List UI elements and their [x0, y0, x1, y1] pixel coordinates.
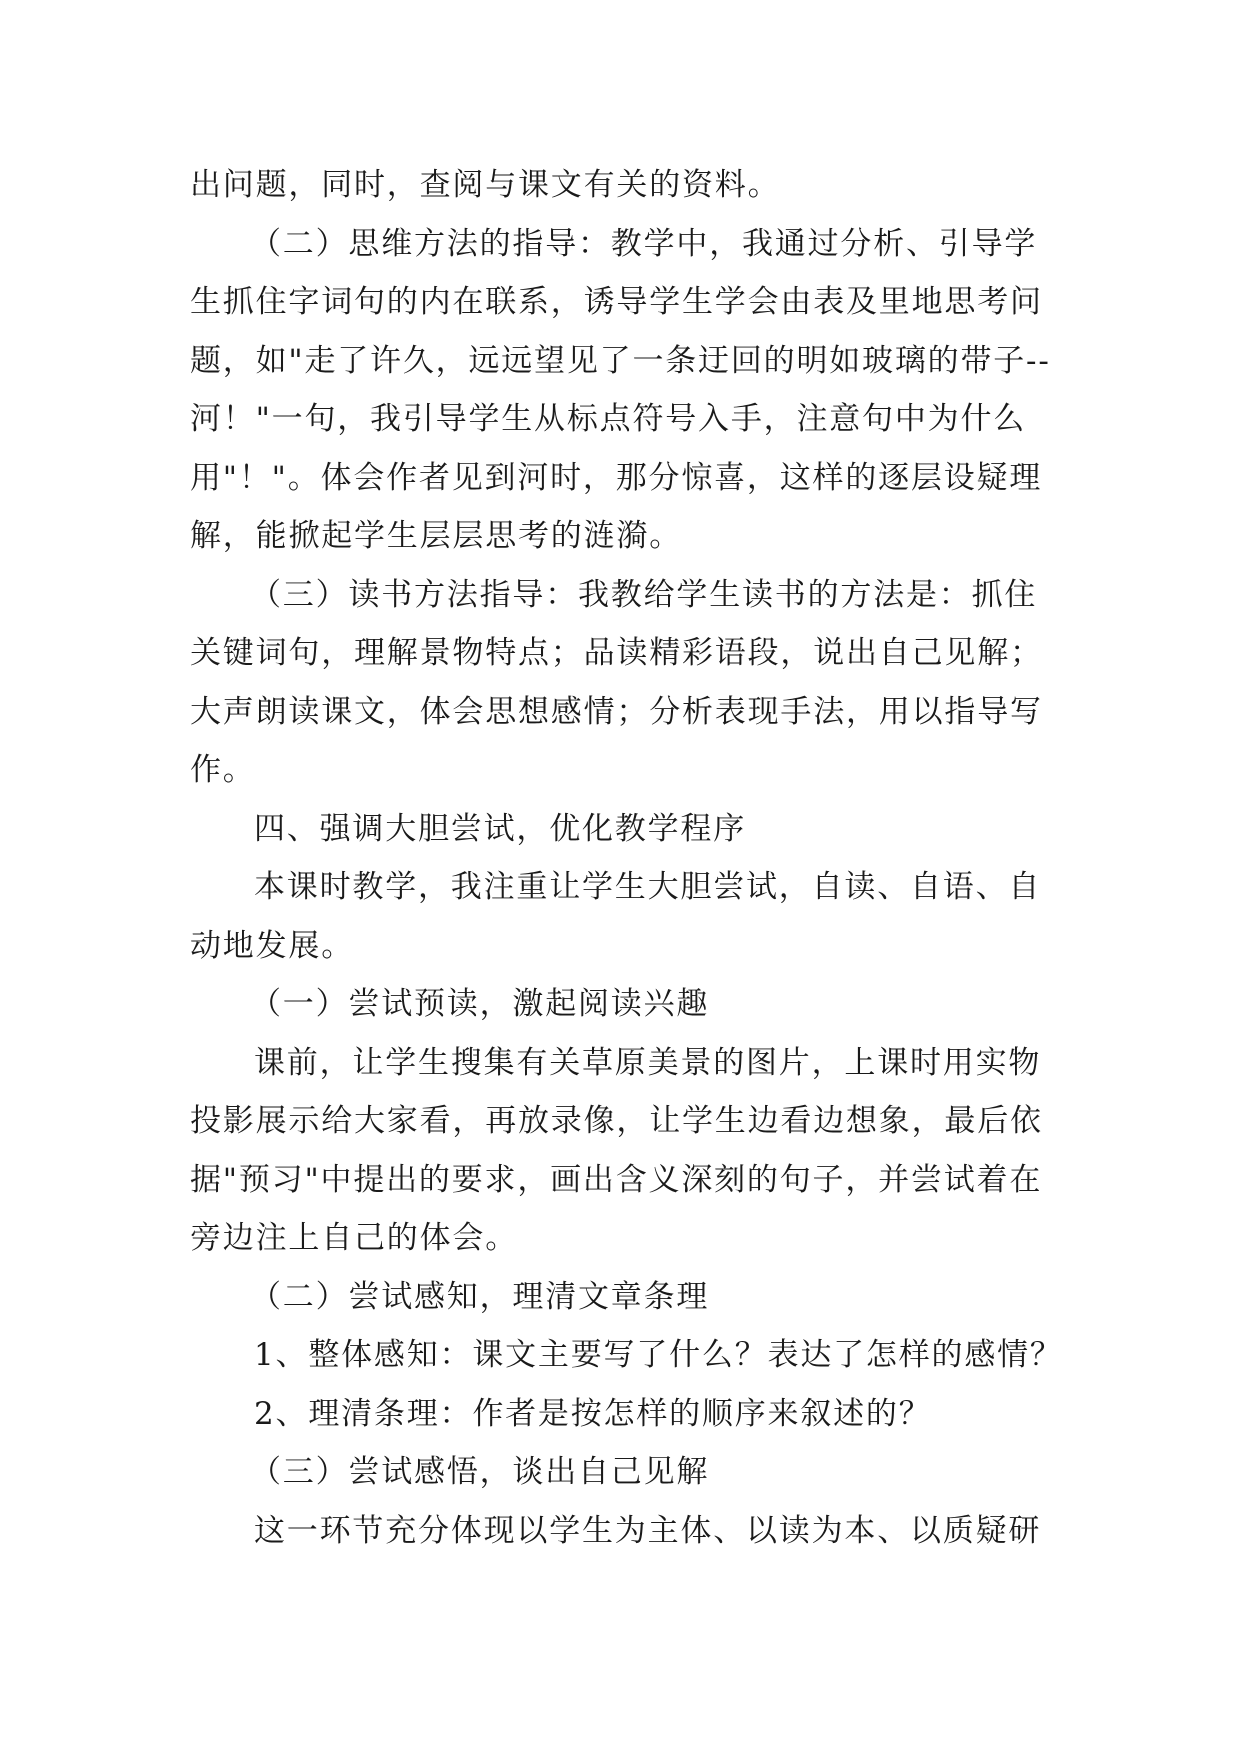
text-line: （二）思维方法的指导：教学中，我通过分析、引导学: [250, 225, 1038, 262]
text-line: 动地发展。: [190, 927, 354, 964]
text-line: 作。: [190, 752, 256, 788]
list-item: 2、理清条理：作者是按怎样的顺序来叙述的？: [254, 1395, 932, 1432]
text-line: 这一环节充分体现以学生为主体、以读为本、以质疑研: [254, 1512, 1042, 1549]
subsection-heading: （三）尝试感悟，谈出自己见解: [250, 1454, 710, 1490]
text-line: 课前，让学生搜集有关草原美景的图片，上课时用实物: [254, 1044, 1042, 1081]
text-line: 大声朗读课文，体会思想感情；分析表现手法，用以指导写: [190, 693, 1043, 730]
text-line: 本课时教学，我注重让学生大胆尝试，自读、自语、自: [254, 869, 1042, 905]
list-item: 1、整体感知：课文主要写了什么？表达了怎样的感情？: [254, 1337, 1063, 1373]
text-line: 解，能掀起学生层层思考的涟漪。: [190, 518, 682, 554]
text-line: 据"预习"中提出的要求，画出含义深刻的句子，并尝试着在: [190, 1161, 1043, 1198]
text-line: 投影展示给大家看，再放录像，让学生边看边想象，最后依: [190, 1103, 1043, 1139]
text-line: 题，如"走了许久，远远望见了一条迂回的明如玻璃的带子--: [190, 342, 1051, 379]
text-line: 生抓住字词句的内在联系，诱导学生学会由表及里地思考问: [190, 284, 1043, 320]
text-line: 关键词句，理解景物特点；品读精彩语段，说出自己见解；: [190, 635, 1043, 671]
text-line: （三）读书方法指导：我教给学生读书的方法是：抓住: [250, 576, 1038, 613]
section-heading: 四、强调大胆尝试，优化教学程序: [254, 810, 746, 847]
text-line: 河！"一句，我引导学生从标点符号入手，注意句中为什么: [190, 401, 1027, 437]
text-line: 用"！"。体会作者见到河时，那分惊喜，这样的逐层设疑理: [190, 459, 1043, 496]
subsection-heading: （二）尝试感知，理清文章条理: [250, 1278, 710, 1315]
subsection-heading: （一）尝试预读，激起阅读兴趣: [250, 986, 710, 1022]
text-line: 旁边注上自己的体会。: [190, 1220, 518, 1256]
text-line: 出问题，同时，查阅与课文有关的资料。: [190, 167, 781, 203]
document-page: [190, 156, 1063, 1560]
